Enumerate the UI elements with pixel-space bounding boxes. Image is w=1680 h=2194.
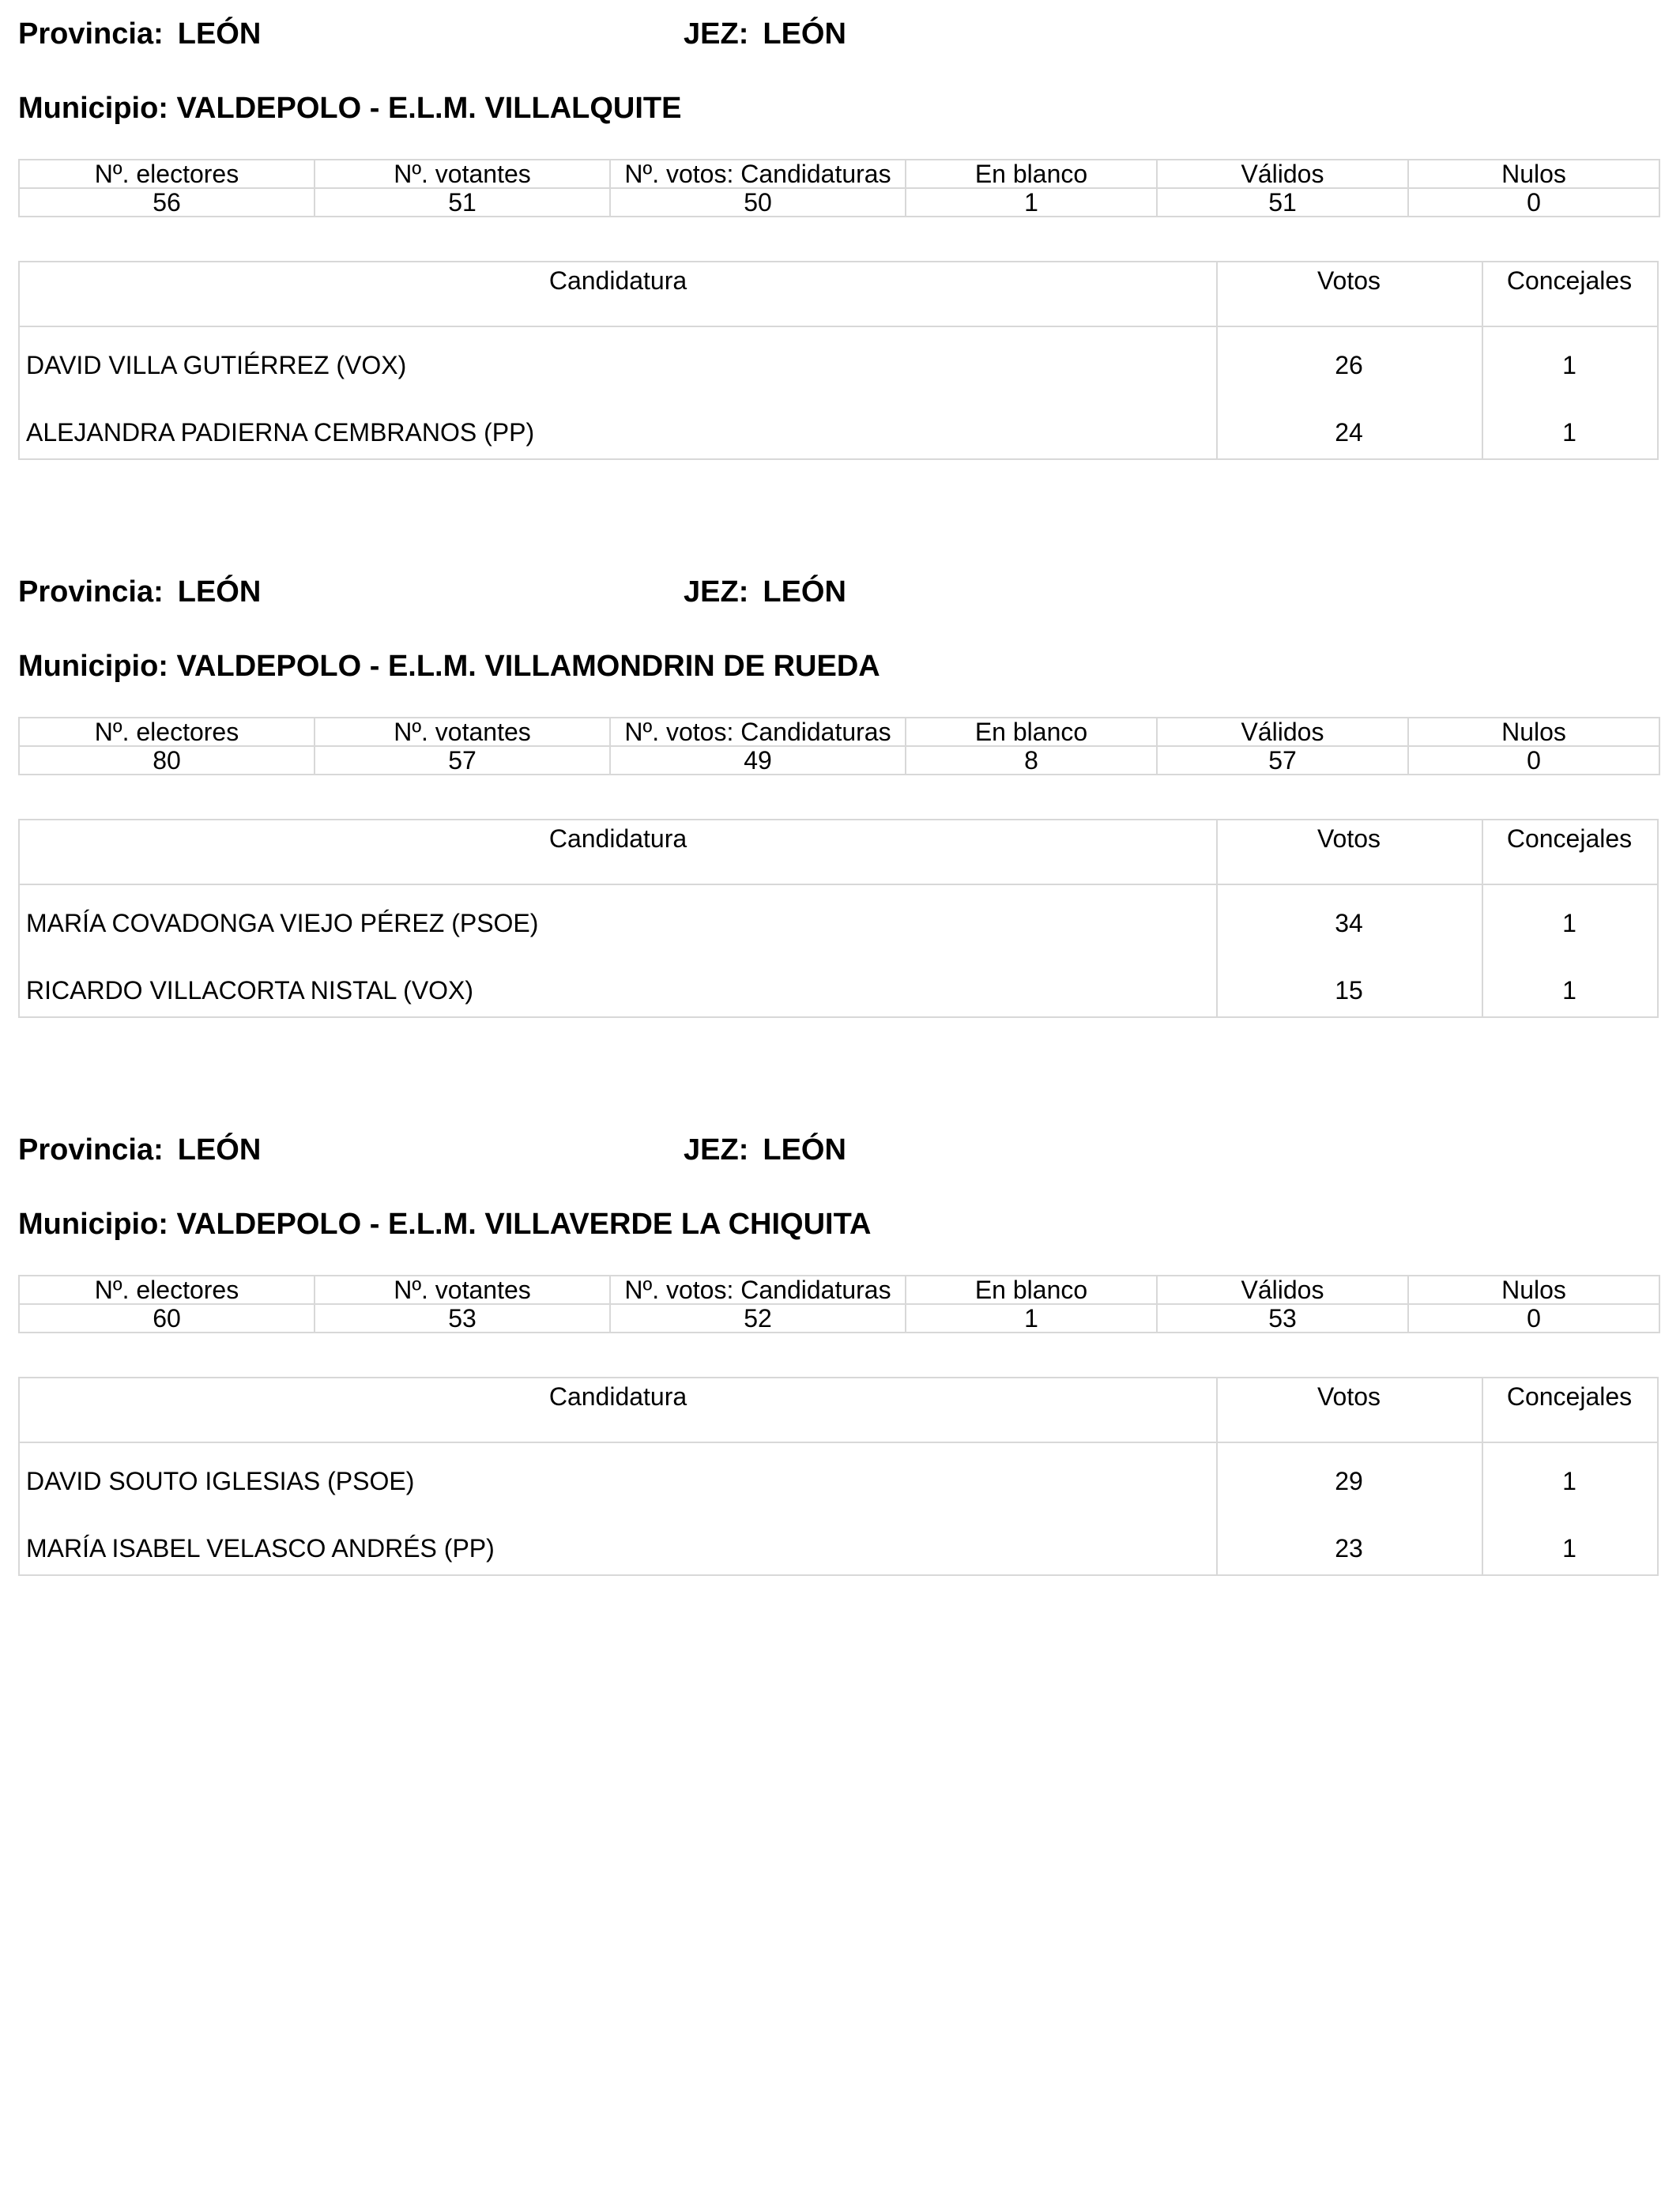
summary-header-nulos: Nulos <box>1408 1276 1659 1304</box>
candidate-concejales: 1 <box>1562 418 1576 447</box>
header-votos: Votos <box>1317 1382 1381 1411</box>
summary-value-nulos: 0 <box>1408 1304 1659 1333</box>
summary-header-en-blanco: En blanco <box>906 718 1157 746</box>
summary-value-row <box>19 1304 1659 1333</box>
summary-value-votantes: 57 <box>315 746 610 775</box>
municipio-label: Municipio: <box>18 92 168 125</box>
provincia-line <box>18 14 261 54</box>
municipio-value: VALDEPOLO - E.L.M. VILLAMONDRIN DE RUEDA <box>176 650 880 683</box>
header-concejales: Concejales <box>1506 266 1633 295</box>
provincia-line <box>18 1130 261 1170</box>
municipio-label: Municipio: <box>18 1208 168 1241</box>
summary-header-nulos: Nulos <box>1408 160 1659 188</box>
municipio-label: Municipio: <box>18 650 168 683</box>
provincia-label: Provincia: <box>18 17 164 51</box>
provincia-line <box>18 572 261 612</box>
candidate-row <box>20 974 1657 1006</box>
summary-table <box>18 1275 1660 1333</box>
provincia-value: LEÓN <box>177 1133 262 1167</box>
candidate-name: RICARDO VILLACORTA NISTAL (VOX) <box>26 976 474 1005</box>
candidate-name: MARÍA COVADONGA VIEJO PÉREZ (PSOE) <box>26 909 539 937</box>
summary-value-electores: 56 <box>19 188 315 217</box>
header-votos: Votos <box>1317 824 1381 853</box>
candidate-concejales: 1 <box>1562 351 1576 379</box>
summary-header-row <box>19 718 1659 746</box>
summary-value-electores: 80 <box>19 746 315 775</box>
candidate-votes: 15 <box>1335 976 1363 1005</box>
candidate-name: DAVID VILLA GUTIÉRREZ (VOX) <box>26 351 407 379</box>
summary-header-votantes: Nº. votantes <box>315 718 610 746</box>
summary-header-nulos: Nulos <box>1408 718 1659 746</box>
summary-value-votos-candidaturas: 50 <box>610 188 906 217</box>
candidate-row <box>20 1465 1657 1497</box>
summary-value-nulos: 0 <box>1408 746 1659 775</box>
candidate-votes: 34 <box>1335 909 1363 937</box>
summary-value-row <box>19 746 1659 775</box>
summary-value-validos: 51 <box>1157 188 1408 217</box>
candidate-concejales: 1 <box>1562 909 1576 937</box>
summary-header-votantes: Nº. votantes <box>315 160 610 188</box>
candidate-name: DAVID SOUTO IGLESIAS (PSOE) <box>26 1467 415 1495</box>
summary-header-en-blanco: En blanco <box>906 1276 1157 1304</box>
header-candidatura: Candidatura <box>548 266 687 295</box>
jez-label: JEZ: <box>684 1133 749 1167</box>
summary-header-votos-candidaturas: Nº. votos: Candidaturas <box>610 160 906 188</box>
jez-label: JEZ: <box>684 575 749 609</box>
summary-value-row <box>19 188 1659 217</box>
municipio-line <box>18 647 880 686</box>
candidate-concejales: 1 <box>1562 1467 1576 1495</box>
summary-value-en-blanco: 1 <box>906 1304 1157 1333</box>
candidate-row <box>20 349 1657 381</box>
summary-header-row <box>19 160 1659 188</box>
candidates-table <box>18 819 1659 1018</box>
summary-header-electores: Nº. electores <box>19 1276 315 1304</box>
header-candidatura: Candidatura <box>548 824 687 853</box>
municipio-line <box>18 1204 871 1244</box>
municipio-value: VALDEPOLO - E.L.M. VILLALQUITE <box>176 92 682 125</box>
jez-value: LEÓN <box>763 575 846 609</box>
header-concejales: Concejales <box>1506 1382 1633 1411</box>
summary-value-electores: 60 <box>19 1304 315 1333</box>
summary-value-validos: 57 <box>1157 746 1408 775</box>
summary-header-row <box>19 1276 1659 1304</box>
candidate-name: ALEJANDRA PADIERNA CEMBRANOS (PP) <box>26 418 535 447</box>
candidates-table <box>18 1377 1659 1576</box>
candidate-concejales: 1 <box>1562 1534 1576 1563</box>
summary-value-en-blanco: 1 <box>906 188 1157 217</box>
jez-line <box>684 14 846 54</box>
candidate-name: MARÍA ISABEL VELASCO ANDRÉS (PP) <box>26 1534 495 1563</box>
summary-header-electores: Nº. electores <box>19 160 315 188</box>
header-votos: Votos <box>1317 266 1381 295</box>
candidates-table <box>18 261 1659 460</box>
summary-header-votos-candidaturas: Nº. votos: Candidaturas <box>610 1276 906 1304</box>
summary-header-votos-candidaturas: Nº. votos: Candidaturas <box>610 718 906 746</box>
jez-line <box>684 572 846 612</box>
summary-value-nulos: 0 <box>1408 188 1659 217</box>
summary-header-votantes: Nº. votantes <box>315 1276 610 1304</box>
header-concejales: Concejales <box>1506 824 1633 853</box>
summary-value-votantes: 53 <box>315 1304 610 1333</box>
summary-table <box>18 717 1660 775</box>
candidate-row <box>20 907 1657 939</box>
summary-value-en-blanco: 8 <box>906 746 1157 775</box>
candidate-concejales: 1 <box>1562 976 1576 1005</box>
summary-header-validos: Válidos <box>1157 1276 1408 1304</box>
candidate-votes: 29 <box>1335 1467 1363 1495</box>
candidate-row <box>20 1532 1657 1564</box>
candidate-votes: 26 <box>1335 351 1363 379</box>
jez-value: LEÓN <box>763 1133 846 1167</box>
provincia-value: LEÓN <box>177 17 262 51</box>
municipio-value: VALDEPOLO - E.L.M. VILLAVERDE LA CHIQUITA <box>176 1208 872 1241</box>
summary-value-votos-candidaturas: 49 <box>610 746 906 775</box>
summary-header-electores: Nº. electores <box>19 718 315 746</box>
summary-table <box>18 159 1660 217</box>
header-candidatura: Candidatura <box>548 1382 687 1411</box>
candidate-votes: 23 <box>1335 1534 1363 1563</box>
summary-value-votantes: 51 <box>315 188 610 217</box>
jez-value: LEÓN <box>763 17 846 51</box>
jez-label: JEZ: <box>684 17 749 51</box>
provincia-label: Provincia: <box>18 1133 164 1167</box>
municipio-line <box>18 89 681 128</box>
summary-value-validos: 53 <box>1157 1304 1408 1333</box>
provincia-value: LEÓN <box>177 575 262 609</box>
summary-header-validos: Válidos <box>1157 718 1408 746</box>
candidate-row <box>20 417 1657 448</box>
jez-line <box>684 1130 846 1170</box>
summary-header-validos: Válidos <box>1157 160 1408 188</box>
provincia-label: Provincia: <box>18 575 164 609</box>
summary-header-en-blanco: En blanco <box>906 160 1157 188</box>
candidate-votes: 24 <box>1335 418 1363 447</box>
summary-value-votos-candidaturas: 52 <box>610 1304 906 1333</box>
